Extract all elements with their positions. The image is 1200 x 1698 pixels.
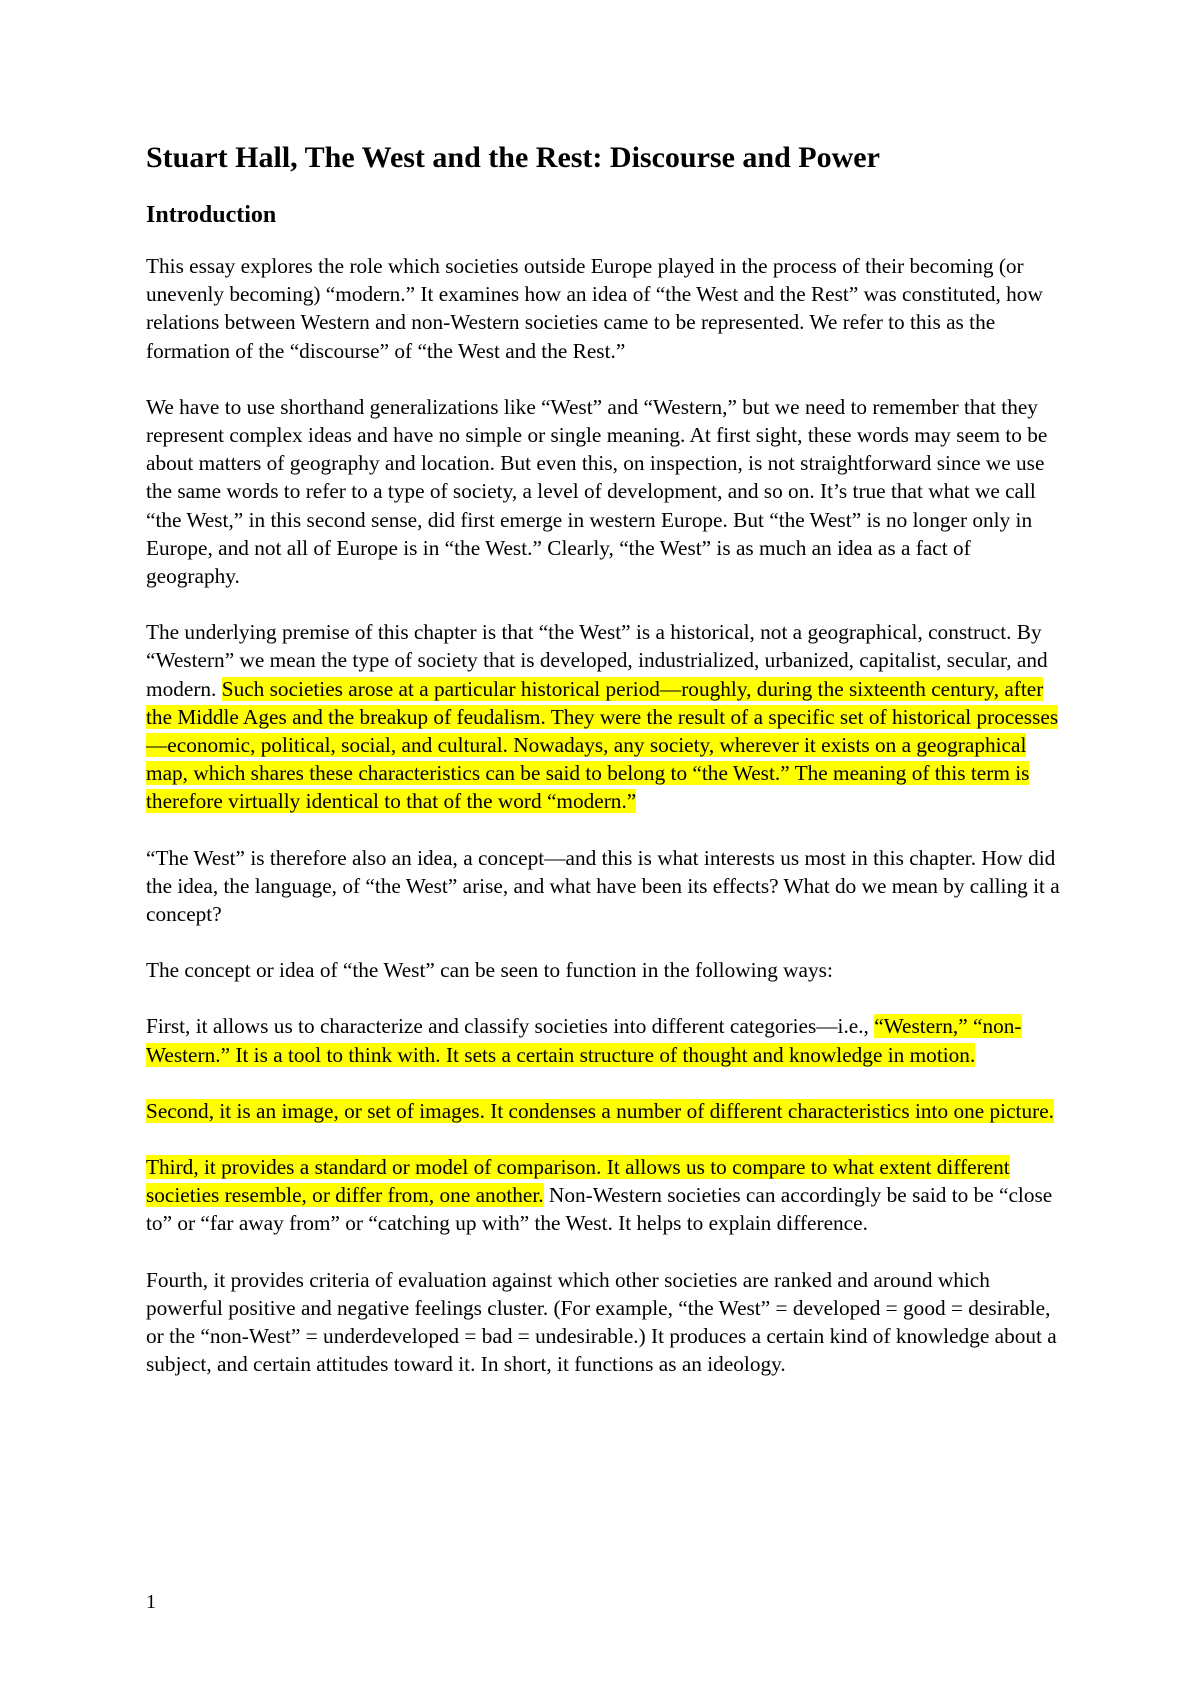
paragraph-text: First, it allows us to characterize and classify societies into different categories—i.e.,: [146, 1014, 875, 1039]
body-paragraph: [146, 1097, 1066, 1125]
page-number: 1: [146, 1591, 156, 1613]
section-heading-introduction: Introduction: [146, 202, 277, 228]
body-paragraph: [146, 618, 1066, 815]
body-paragraph: [146, 844, 1066, 929]
body-paragraph: [146, 956, 1066, 984]
paragraph-text: Non-Western societies can accordingly be said to be “close to” or “far away from” or “catching up with” the West. It helps to explain difference.: [146, 1183, 1053, 1236]
body-paragraph: [146, 1266, 1066, 1379]
paragraph-text: We have to use shorthand generalizations like “West” and “Western,” but we need to remember that they represent complex ideas and have no simple or single meaning. At first sight, these words may seem to be about matters of geography and location. But even this, on inspection, is not straightforward since we use the same words to refer to a type of society, a level of development, and so on. It’s true that what we call “the West,” in this second sense, did first emerge in western Europe. But “the West” is no longer only in Europe, and not all of Europe is in “the West.” Clearly, “the West” is as much an idea as a fact of geography.: [146, 394, 1048, 589]
body-paragraphs: [146, 252, 1066, 1379]
paragraph-text: “The West” is therefore also an idea, a concept—and this is what interests us most in this chapter. How did the idea, the language, of “the West” arise, and what have been its effects? What do we mean by calling it a concept?: [146, 845, 1060, 927]
body-paragraph: [146, 393, 1066, 590]
body-paragraph: [146, 1012, 1066, 1068]
paragraph-text: Fourth, it provides criteria of evaluation against which other societies are ranked and around which powerful positive and negative feelings cluster. (For example, “the West” = developed = good = desirable, or the “non-West” = underdeveloped = bad = undesirable.) It produces a certain kind of knowledge about a subject, and certain attitudes toward it. In short, it functions as an ideology.: [146, 1267, 1057, 1377]
body-paragraph: [146, 252, 1066, 365]
body-paragraph: [146, 1153, 1066, 1238]
paragraph-text: The concept or idea of “the West” can be seen to function in the following ways:: [146, 958, 833, 983]
document-title: Stuart Hall, The West and the Rest: Discourse and Power: [146, 141, 880, 174]
paragraph-text: The underlying premise of this chapter is that “the West” is a historical, not a geographical, construct. By “Western” we mean the type of society that is developed, industrialized, urbanized, capitalist, secular, and modern.: [146, 620, 1048, 701]
document-page: [146, 140, 1066, 1379]
highlighted-text: “Western,” “non-Western.” It is a tool to think with. It sets a certain structure of thought and knowledge in motion.: [146, 1014, 1022, 1067]
highlighted-text: Third, it provides a standard or model of comparison. It allows us to compare to what extent different societies resemble, or differ from, one another.: [146, 1155, 1010, 1208]
paragraph-text: This essay explores the role which societies outside Europe played in the process of their becoming (or unevenly becoming) “modern.” It examines how an idea of “the West and the Rest” was constituted, how relations between Western and non-Western societies came to be represented. We refer to this as the formation of the “discourse” of “the West and the Rest.”: [146, 254, 1043, 363]
highlighted-text: Second, it is an image, or set of images. It condenses a number of different characteristics into one picture.: [146, 1098, 1054, 1123]
highlighted-text: Such societies arose at a particular historical period—roughly, during the sixteenth century, after the Middle Ages and the breakup of feudalism. They were the result of a specific set of historical processes—economic, political, social, and cultural. Nowadays, any society, wherever it exists on a geographical map, which shares these characteristics can be said to belong to “the West.” The meaning of this term is therefore virtually identical to that of the word “modern.”: [146, 676, 1059, 814]
